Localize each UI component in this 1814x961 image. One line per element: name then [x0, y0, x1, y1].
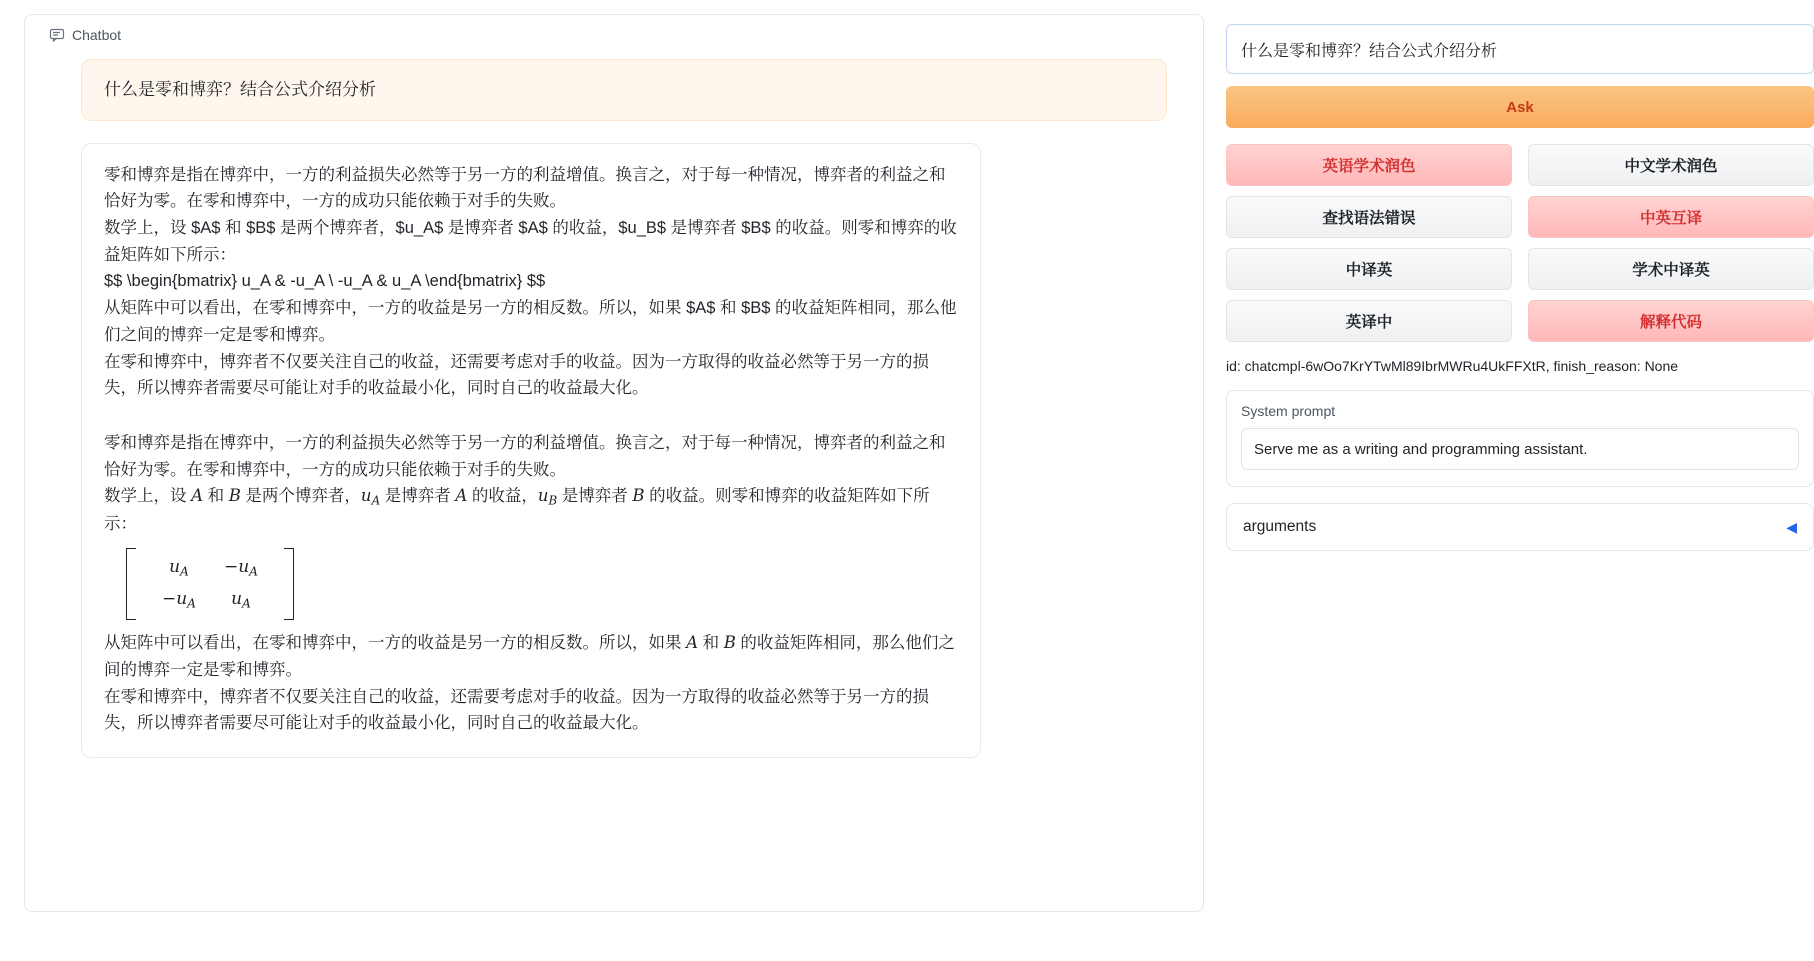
matrix-left-bracket — [126, 548, 136, 620]
bot-raw-paragraph-4: 从矩阵中可以看出，在零和博弈中，一方的收益是另一方的相反数。所以，如果 $A$ 和 $B$ 的收益矩阵相同，那么他们之间的博弈一定是零和博弈。 — [104, 299, 957, 344]
matrix-cell-r1c2 — [210, 554, 272, 582]
chatbot-panel — [24, 14, 1204, 912]
arguments-accordion[interactable] — [1226, 503, 1814, 551]
math-var-A: A — [191, 486, 204, 506]
preset-button-en-to-cn[interactable]: 英译中 — [1226, 300, 1512, 342]
matrix-right-bracket — [284, 548, 294, 620]
matrix-cell-r2c1 — [148, 586, 210, 614]
rendered-text-seg: 和 — [698, 634, 724, 653]
matrix-cell-sub: A — [242, 596, 251, 611]
math-var-B: B — [228, 486, 241, 506]
matrix-cell-sub: A — [249, 564, 259, 579]
system-prompt-input[interactable] — [1241, 428, 1799, 470]
matrix-cell-symbol: u — [231, 588, 243, 609]
matrix-cells — [136, 548, 284, 620]
ask-button[interactable]: Ask — [1226, 86, 1814, 128]
user-message-text: 什么是零和博弈？结合公式介绍分析 — [104, 80, 376, 99]
preset-button-english-polish[interactable]: 英语学术润色 — [1226, 144, 1512, 186]
rendered-text-seg: 和 — [203, 487, 229, 506]
preset-button-cn-en-translate[interactable]: 中英互译 — [1528, 196, 1814, 238]
rendered-text-seg: 数学上，设 — [104, 487, 192, 506]
matrix-cell-symbol: −u — [161, 588, 188, 609]
matrix-cell-symbol: −u — [223, 556, 250, 577]
bot-rendered-paragraph-5: 在零和博弈中，博弈者不仅要关注自己的收益，还需要考虑对手的收益。因为一方取得的收益必然等于另一方的损失，所以博弈者需要尽可能让对手的收益最小化，同时自己的收益最大化。 — [104, 687, 929, 733]
rendered-text-seg: 的收益矩阵相同，那么他们之间的博弈一定是零和博弈。 — [104, 634, 955, 679]
rendered-text-seg: 的收益， — [467, 487, 538, 506]
bot-rendered-paragraph-4 — [104, 630, 958, 683]
chat-bubble-icon — [49, 27, 65, 43]
preset-button-grammar-check[interactable]: 查找语法错误 — [1226, 196, 1512, 238]
chatbot-label-text: Chatbot — [72, 27, 122, 43]
bot-message-bubble — [81, 143, 981, 759]
matrix-cell-symbol: u — [169, 556, 181, 577]
bot-rendered-paragraph-2 — [104, 483, 958, 537]
user-message-bubble — [81, 59, 1167, 121]
preset-button-academic-cn-to-en[interactable]: 学术中译英 — [1528, 248, 1814, 290]
math-var-A2: A — [455, 486, 468, 506]
math-var-A3: A — [686, 633, 699, 653]
bot-raw-paragraph-5: 在零和博弈中，博弈者不仅要关注自己的收益，还需要考虑对手的收益。因为一方取得的收益必然等于另一方的损失，所以博弈者需要尽可能让对手的收益最小化，同时自己的收益最大化。 — [104, 352, 929, 398]
math-var-B2: B — [632, 486, 645, 506]
matrix-cell-r2c2 — [210, 586, 272, 614]
prompt-input[interactable] — [1226, 24, 1814, 74]
math-sub-B: B — [548, 493, 558, 508]
rendered-text-seg: 的收益。则零和博弈的收益矩阵如下所示： — [104, 487, 930, 533]
math-var-uA: u — [360, 486, 372, 506]
preset-button-explain-code[interactable]: 解释代码 — [1528, 300, 1814, 342]
preset-button-grid — [1226, 144, 1814, 342]
bot-raw-paragraph-1: 零和博弈是指在博弈中，一方的利益损失必然等于另一方的利益增值。换言之，对于每一种情况，博弈者的利益之和恰好为零。在零和博弈中，一方的成功只能依赖于对手的失败。 — [104, 165, 946, 211]
math-sub-A: A — [371, 493, 381, 508]
completion-id-status: id: chatcmpl-6wOo7KrYTwMl89IbrMWRu4UkFFXtR, finish_reason: None — [1226, 358, 1679, 374]
arguments-accordion-label: arguments — [1243, 518, 1317, 535]
rendered-text-seg: 从矩阵中可以看出，在零和博弈中，一方的收益是另一方的相反数。所以，如果 — [104, 634, 687, 653]
math-var-B3: B — [723, 633, 736, 653]
message-separator — [104, 402, 958, 430]
bot-raw-latex-matrix: $$ \begin{bmatrix} u_A & -u_A \ -u_A & u_A \end{bmatrix} $$ — [104, 272, 546, 291]
matrix-cell-sub: A — [187, 596, 197, 611]
chevron-left-icon[interactable]: ◀ — [1786, 518, 1797, 535]
payoff-matrix — [126, 548, 958, 620]
bot-raw-paragraph-2: 数学上，设 $A$ 和 $B$ 是两个博弈者，$u_A$ 是博弈者 $A$ 的收益，$u_B$ 是博弈者 $B$ 的收益。则零和博弈的收益矩阵如下所示： — [104, 218, 957, 264]
chatbot-panel-label — [47, 25, 123, 53]
preset-button-chinese-polish[interactable]: 中文学术润色 — [1528, 144, 1814, 186]
matrix-cell-sub: A — [180, 564, 189, 579]
system-prompt-card — [1226, 390, 1814, 487]
preset-button-cn-to-en[interactable]: 中译英 — [1226, 248, 1512, 290]
matrix-cell-r1c1 — [148, 554, 210, 582]
bot-rendered-paragraph-1: 零和博弈是指在博弈中，一方的利益损失必然等于另一方的利益增值。换言之，对于每一种情况，博弈者的利益之和恰好为零。在零和博弈中，一方的成功只能依赖于对手的失败。 — [104, 433, 946, 479]
math-var-uB: u — [537, 486, 549, 506]
rendered-text-seg: 是博弈者 — [380, 487, 456, 506]
control-column — [1226, 14, 1814, 961]
rendered-text-seg: 是两个博弈者， — [240, 487, 361, 506]
system-prompt-label: System prompt — [1241, 403, 1336, 419]
rendered-text-seg: 是博弈者 — [557, 487, 633, 506]
